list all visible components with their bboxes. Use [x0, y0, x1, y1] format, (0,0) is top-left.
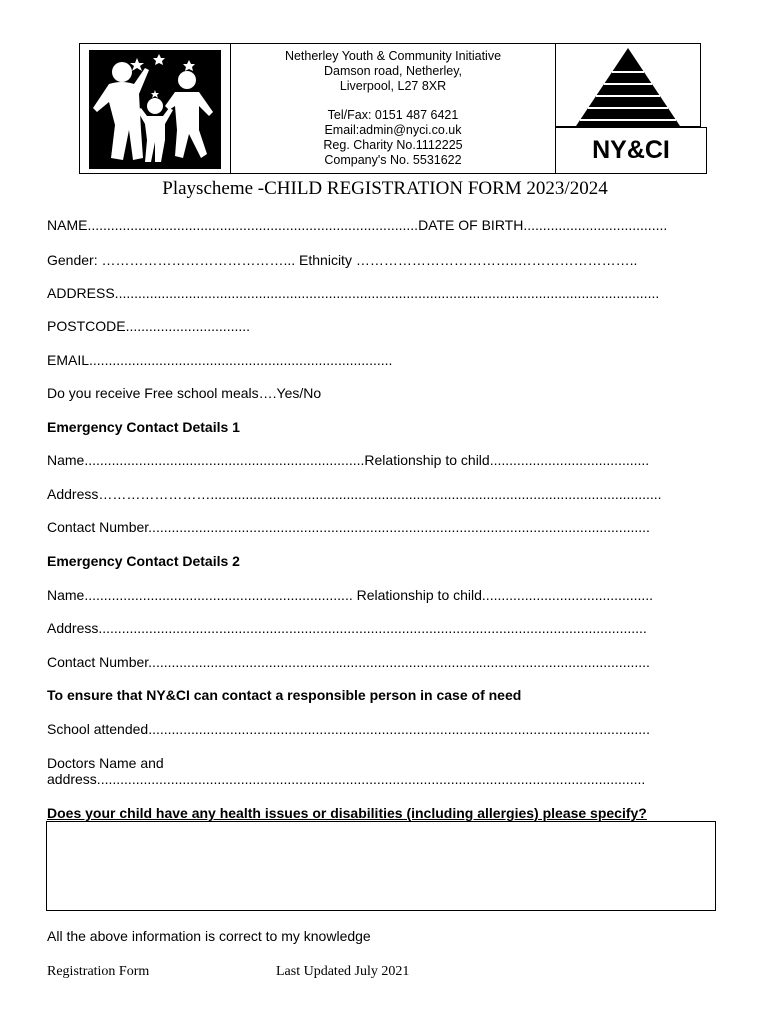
form-title: Playscheme -CHILD REGISTRATION FORM 2023/2024: [162, 178, 608, 199]
org-charity-number: Reg. Charity No.1112225: [323, 138, 463, 152]
pyramid-icon: [556, 44, 700, 127]
footer-last-updated: Last Updated July 2021: [276, 964, 410, 979]
family-logo-icon: [89, 50, 221, 169]
ec2-address-field[interactable]: Address.............................................................................................................................................: [47, 620, 647, 636]
ec2-contact-number-field[interactable]: Contact Number.................................................................................................................................: [47, 654, 650, 670]
ec1-address-field[interactable]: Address……………………....................................................................................................................: [47, 486, 662, 502]
doctors-address-field[interactable]: address.............................................................................................................................................: [47, 771, 646, 787]
responsible-person-heading: To ensure that NY&CI can contact a responsible person in case of need: [47, 687, 522, 703]
health-issues-textarea[interactable]: [46, 821, 716, 911]
address-field[interactable]: ADDRESS............................................................................................................................................: [47, 285, 660, 301]
free-school-meals-field[interactable]: Do you receive Free school meals….Yes/No: [47, 385, 322, 401]
org-street: Damson road, Netherley,: [323, 64, 463, 78]
pyramid-logo: [556, 43, 701, 127]
ec2-name-relationship-field[interactable]: Name..................................................................... Relationship to child............................................: [47, 587, 654, 603]
org-company-number: Company's No. 5531622: [324, 153, 462, 167]
org-email: Email:admin@nyci.co.uk: [324, 123, 462, 137]
school-attended-field[interactable]: School attended.................................................................................................................................: [47, 721, 650, 737]
footer-form-name: Registration Form: [47, 964, 150, 979]
nyci-logo-text: NY&CI: [555, 127, 707, 174]
gender-ethnicity-field[interactable]: Gender: …………………………………... Ethnicity ……………………………..……………………..: [47, 252, 638, 268]
email-field[interactable]: EMAIL..............................................................................: [47, 352, 393, 368]
org-telfax: Tel/Fax: 0151 487 6421: [327, 108, 459, 122]
postcode-field[interactable]: POSTCODE................................: [47, 318, 251, 334]
org-city: Liverpool, L27 8XR: [339, 79, 447, 93]
health-question: Does your child have any health issues or disabilities (including allergies) please specify?: [47, 805, 647, 821]
organisation-address: [231, 49, 555, 168]
ec1-name-relationship-field[interactable]: Name........................................................................Relationship to child.........................................: [47, 452, 650, 468]
org-name: Netherley Youth & Community Initiative: [284, 49, 502, 63]
name-dob-field[interactable]: NAME.....................................................................................DATE OF BIRTH.....................................: [47, 217, 668, 233]
declaration-text: All the above information is correct to my knowledge: [47, 928, 371, 944]
ec1-contact-number-field[interactable]: Contact Number.................................................................................................................................: [47, 519, 650, 535]
header-box: [79, 43, 556, 174]
emergency-contact-2-heading: Emergency Contact Details 2: [47, 553, 240, 569]
doctors-label: Doctors Name and: [47, 755, 164, 771]
emergency-contact-1-heading: Emergency Contact Details 1: [47, 419, 240, 435]
